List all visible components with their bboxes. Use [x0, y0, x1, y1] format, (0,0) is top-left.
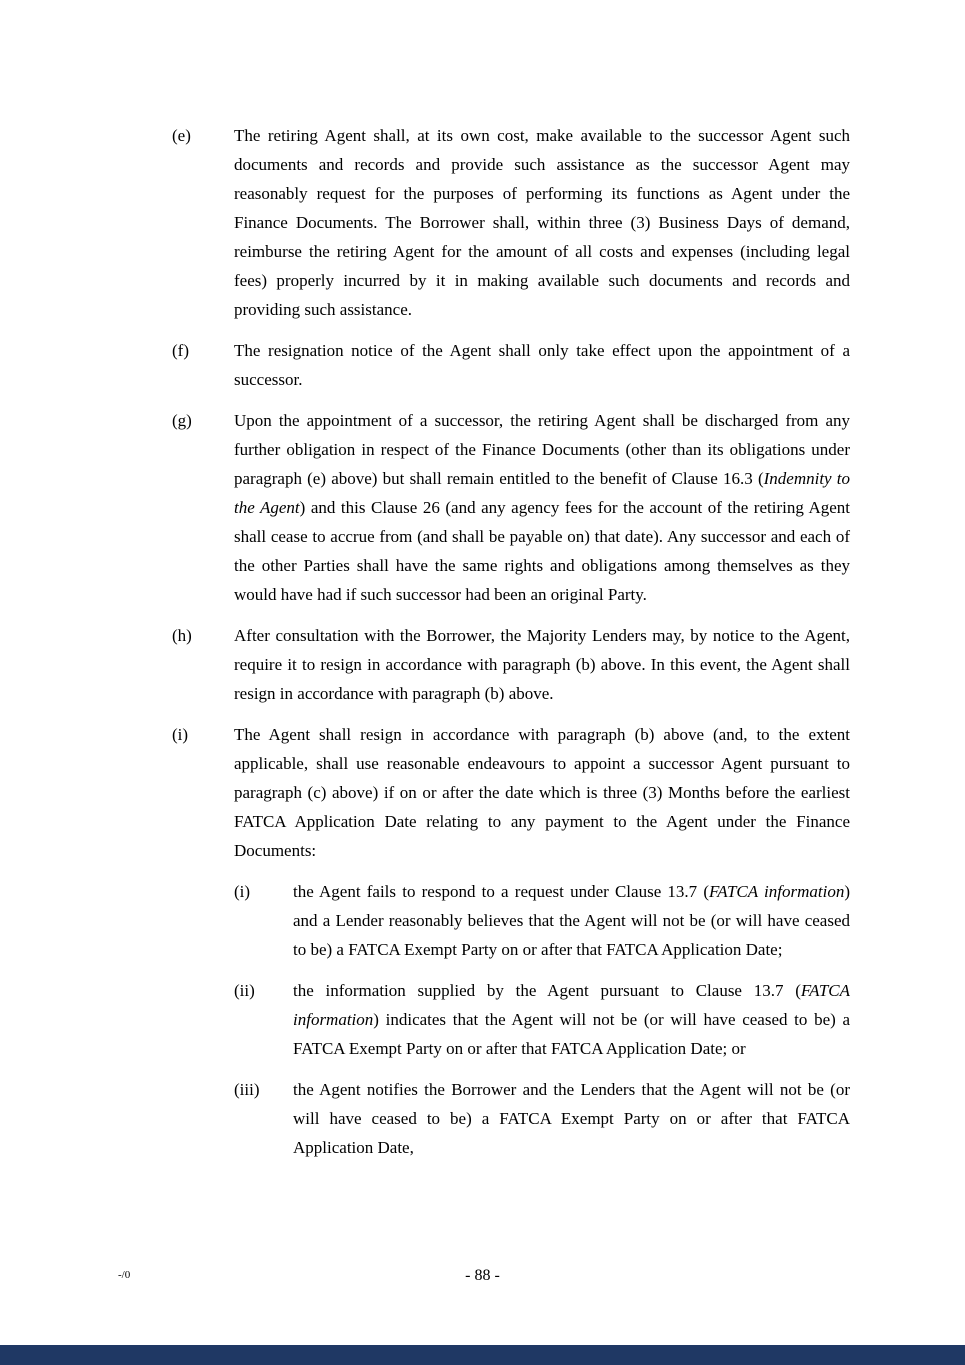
paragraph-segment: The resignation notice of the Agent shall only take effect upon the appointment of a successor. [234, 341, 850, 389]
paragraph-label: (iii) [234, 1080, 260, 1099]
paragraph-label: (i) [234, 882, 251, 901]
bottom-bar [0, 1345, 965, 1365]
paragraph [172, 621, 850, 708]
footer-page-number: - 88 - [465, 1267, 500, 1284]
paragraph [172, 976, 850, 1063]
paragraph-segment: ) and this Clause 26 (and any agency fees for the account of the retiring Agent shall cease to accrue from (and shall be payable on) that date). Any successor and each of the other Parties shall have the same rights and obligations among themselves as they would have had if such successor had been an original Party. [234, 498, 850, 604]
paragraph-text [293, 1075, 850, 1162]
paragraph-segment: the information supplied by the Agent pursuant to Clause 13.7 ( [293, 981, 801, 1000]
paragraph-segment: Upon the appointment of a successor, the retiring Agent shall be discharged from any further obligation in respect of the Finance Documents (other than its obligations under paragraph (e) above) but shall remain entitled to the benefit of Clause 16.3 ( [234, 411, 850, 488]
paragraph [172, 336, 850, 394]
paragraph [172, 121, 850, 324]
paragraph-text [234, 621, 850, 708]
paragraph-segment-italic: FATCA information [293, 981, 850, 1029]
page-content [172, 121, 850, 1174]
paragraph-list [172, 121, 850, 1162]
paragraph-segment: The retiring Agent shall, at its own cost, make available to the successor Agent such documents and records and provide such assistance as the successor Agent may reasonably request for the purposes of performing its functions as Agent under the Finance Documents. The Borrower shall, within three (3) Business Days of demand, reimburse the retiring Agent for the amount of all costs and expenses (including legal fees) properly incurred by it in making available such documents and records and providing such assistance. [234, 126, 850, 319]
paragraph-segment-italic: FATCA information [709, 882, 845, 901]
paragraph-label: (h) [172, 626, 192, 645]
paragraph-label: (e) [172, 126, 191, 145]
paragraph-segment: the Agent fails to respond to a request under Clause 13.7 ( [293, 882, 710, 901]
paragraph-segment: ) and a Lender reasonably believes that the Agent will not be (or will have ceased to be) a FATCA Exempt Party on or after that FATCA Application Date; [293, 882, 850, 959]
paragraph [172, 406, 850, 609]
paragraph [172, 720, 850, 865]
paragraph-label: (ii) [234, 981, 255, 1000]
paragraph [172, 877, 850, 964]
footer-left-mark: -/0 [118, 1269, 131, 1281]
paragraph-label: (g) [172, 411, 192, 430]
paragraph-text [234, 121, 850, 324]
paragraph-text [234, 406, 850, 609]
paragraph-text [293, 877, 850, 964]
paragraph [172, 1075, 850, 1162]
paragraph-label: (i) [172, 725, 189, 744]
paragraph-text [234, 720, 850, 865]
paragraph-text [293, 976, 850, 1063]
paragraph-segment: After consultation with the Borrower, the Majority Lenders may, by notice to the Agent, require it to resign in accordance with paragraph (b) above. In this event, the Agent shall resign in accordance with paragraph (b) above. [234, 626, 850, 703]
paragraph-label: (f) [172, 341, 189, 360]
paragraph-segment: The Agent shall resign in accordance with paragraph (b) above (and, to the extent applicable, shall use reasonable endeavours to appoint a successor Agent pursuant to paragraph (c) above) if on or after the date which is three (3) Months before the earliest FATCA Application Date relating to any payment to the Agent under the Finance Documents: [234, 725, 850, 860]
paragraph-segment: ) indicates that the Agent will not be (or will have ceased to be) a FATCA Exempt Party on or after that FATCA Application Date; or [293, 1010, 850, 1058]
paragraph-segment-italic: Indemnity to the Agent [234, 469, 850, 517]
paragraph-segment: the Agent notifies the Borrower and the Lenders that the Agent will not be (or will have ceased to be) a FATCA Exempt Party on or after that FATCA Application Date, [293, 1080, 850, 1157]
paragraph-text [234, 336, 850, 394]
